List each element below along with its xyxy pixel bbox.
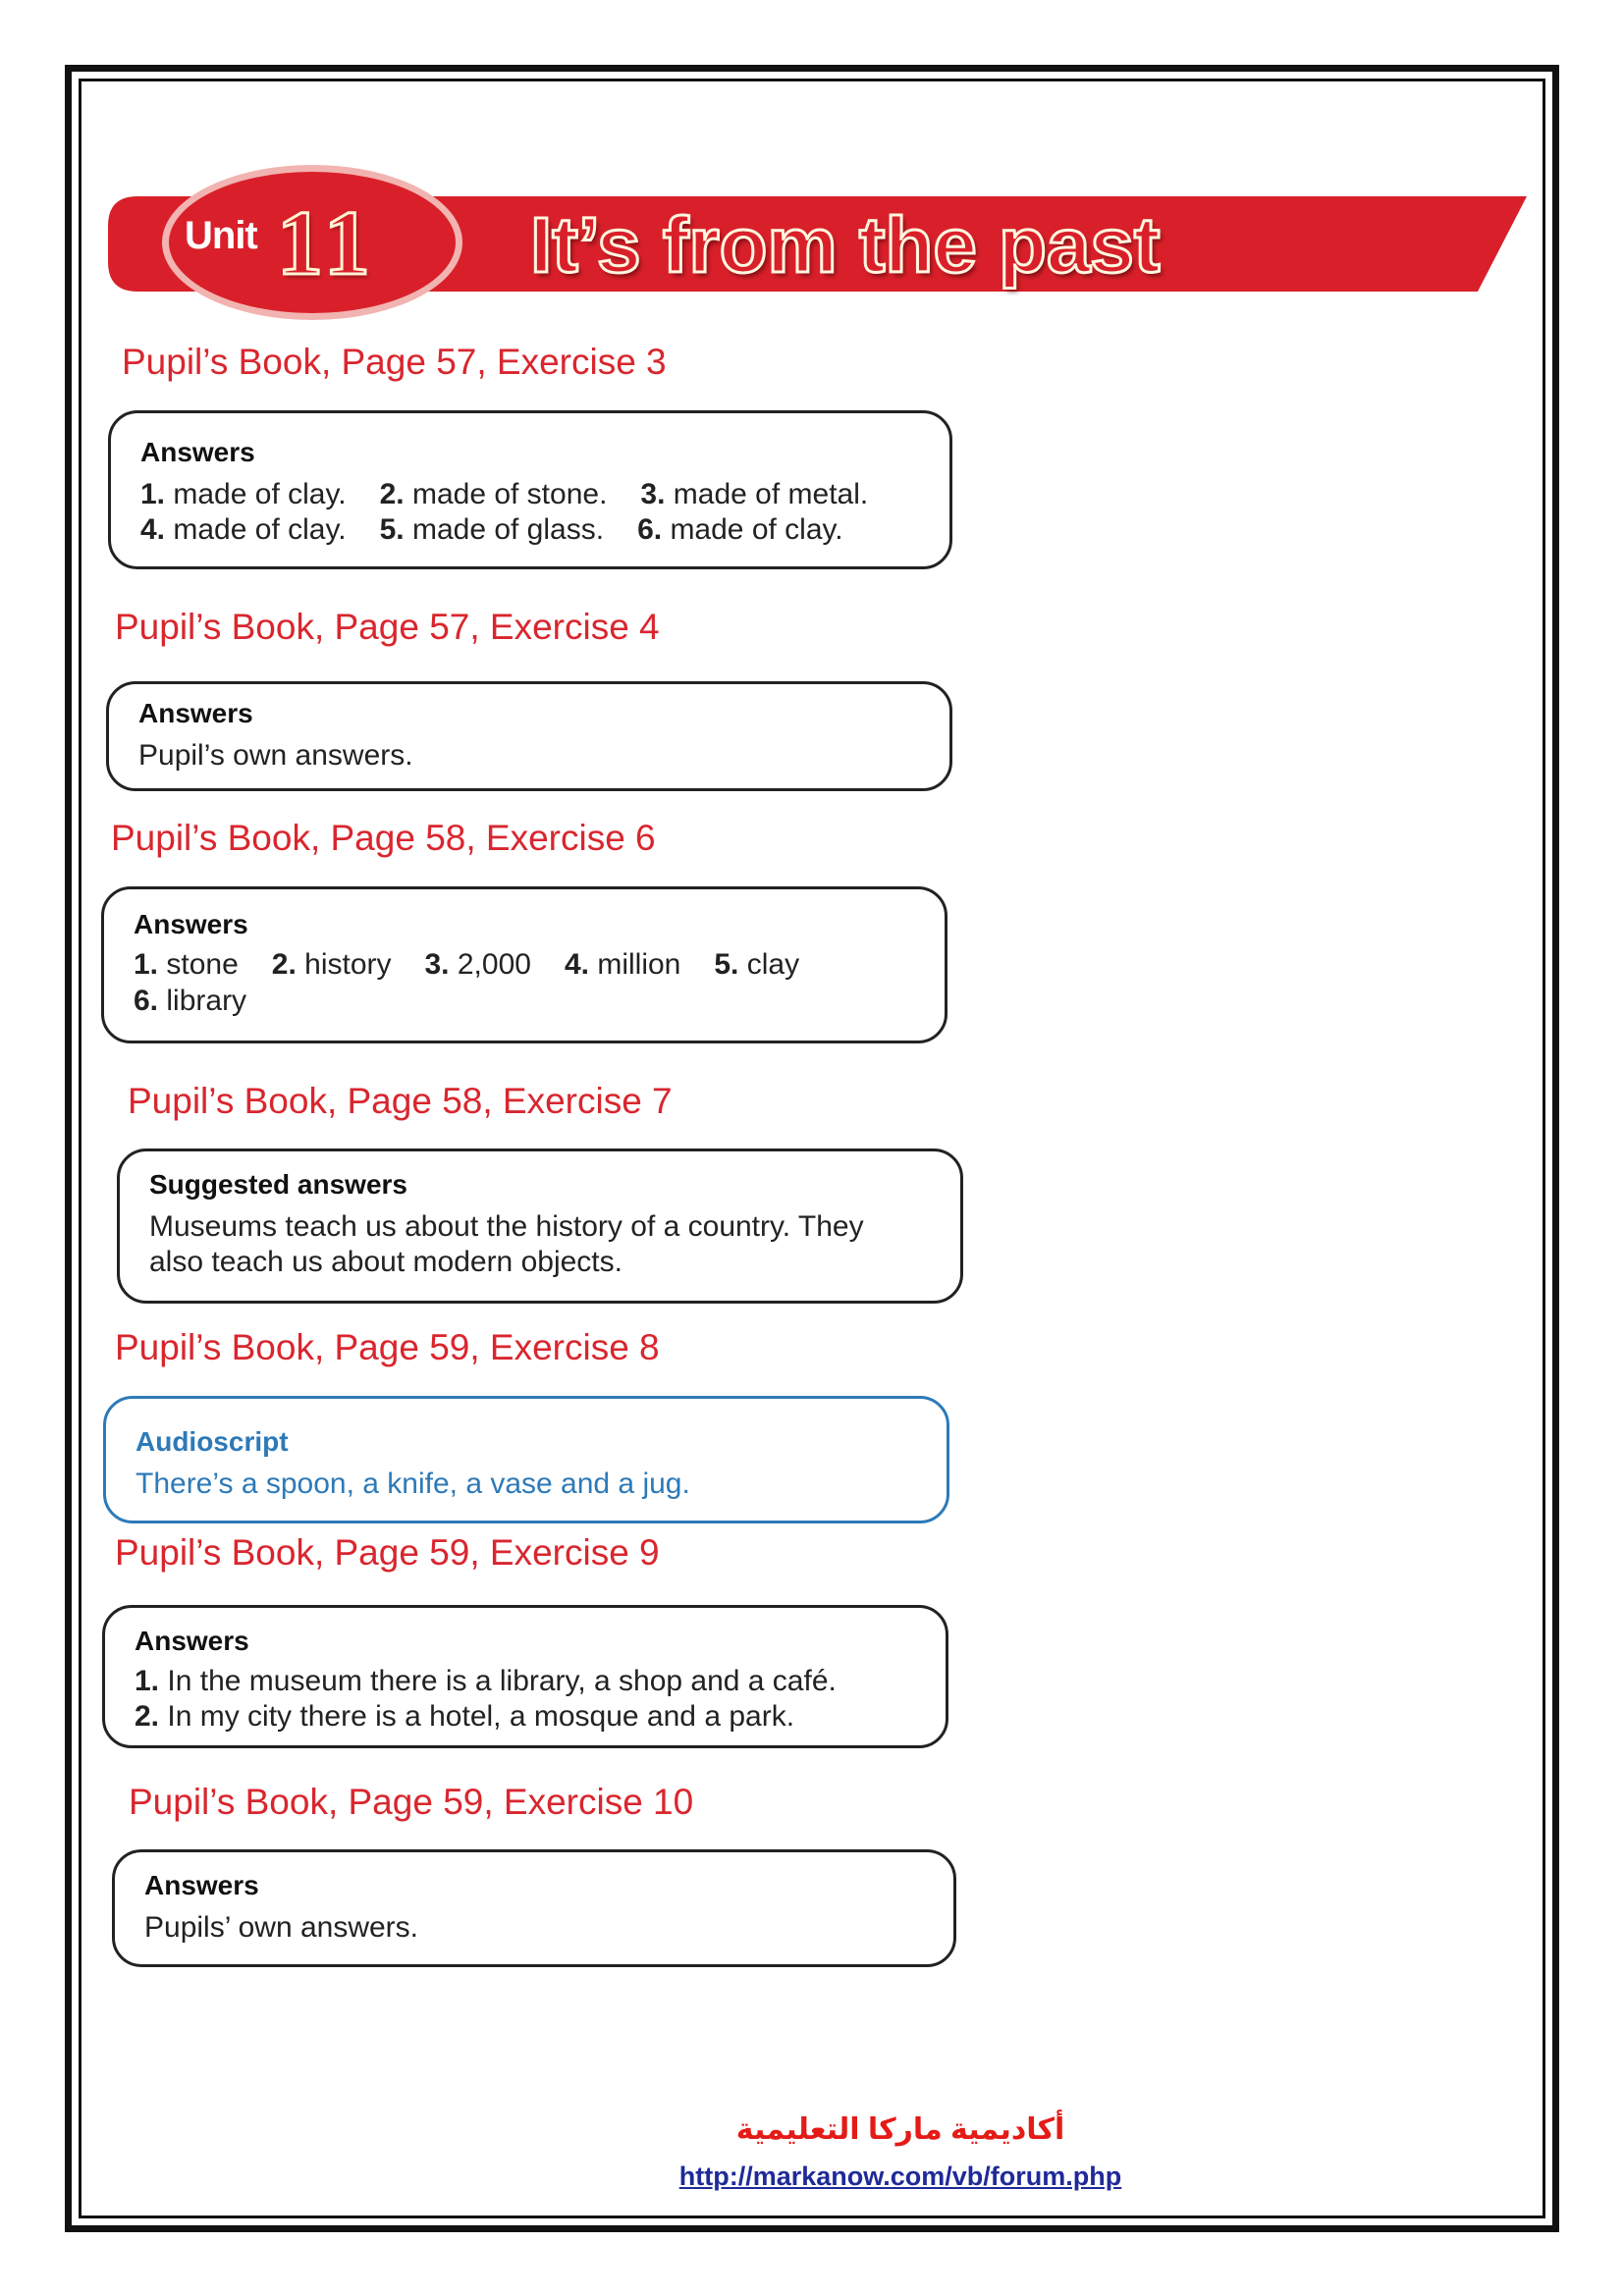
section-heading: Pupil’s Book, Page 59, Exercise 10 xyxy=(129,1782,694,1822)
answer-text: Pupil’s own answers. xyxy=(138,739,413,772)
answer-item: 1. stone xyxy=(134,948,239,981)
answer-line xyxy=(135,1700,828,1734)
answer-item: 4. million xyxy=(564,948,681,981)
section-heading: Pupil’s Book, Page 58, Exercise 6 xyxy=(111,818,656,858)
answer-item: 2. In my city there is a hotel, a mosque and a park. xyxy=(135,1700,795,1733)
section-heading: Pupil’s Book, Page 59, Exercise 9 xyxy=(115,1532,660,1573)
answer-box xyxy=(101,886,947,1043)
answer-line xyxy=(135,1665,870,1698)
answer-box xyxy=(112,1849,956,1967)
section-heading: Pupil’s Book, Page 57, Exercise 3 xyxy=(122,342,667,382)
box-title: Answers xyxy=(135,1626,249,1656)
box-title: Answers xyxy=(140,437,255,467)
answer-line xyxy=(134,985,280,1018)
answer-item: 6. library xyxy=(134,985,247,1017)
answer-item: 5. clay xyxy=(714,948,800,981)
answer-box xyxy=(108,410,952,569)
audioscript-text: There’s a spoon, a knife, a vase and a jug. xyxy=(135,1468,690,1500)
box-title: Audioscript xyxy=(135,1426,289,1457)
box-title: Answers xyxy=(138,698,253,728)
footer-link[interactable]: http://markanow.com/vb/forum.php xyxy=(678,2162,1122,2191)
answer-item: 5. made of glass. xyxy=(379,513,605,546)
answer-item: 1. In the museum there is a library, a shop and a café. xyxy=(135,1665,837,1697)
box-title: Answers xyxy=(144,1870,259,1900)
answer-item: 2. history xyxy=(271,948,392,981)
footer-academy-name: أكاديمية ماركا التعليمية xyxy=(735,2113,1065,2146)
section-heading: Pupil’s Book, Page 57, Exercise 4 xyxy=(115,607,660,647)
answer-item: 4. made of clay. xyxy=(140,513,347,546)
section-heading: Pupil’s Book, Page 58, Exercise 7 xyxy=(128,1081,673,1121)
unit-number: 11 xyxy=(277,192,376,294)
answer-item: 1. made of clay. xyxy=(140,478,347,510)
answer-item: 3. made of metal. xyxy=(640,478,869,510)
section-heading: Pupil’s Book, Page 59, Exercise 8 xyxy=(115,1327,660,1367)
answer-box xyxy=(117,1148,963,1304)
answer-item: 3. 2,000 xyxy=(424,948,531,981)
answer-line xyxy=(134,948,833,982)
unit-banner xyxy=(108,192,1527,294)
box-title: Answers xyxy=(134,909,248,939)
answer-box xyxy=(106,681,952,791)
answer-box xyxy=(102,1605,948,1748)
unit-label: Unit xyxy=(185,214,257,257)
answer-text-line: Museums teach us about the history of a country. They xyxy=(149,1210,864,1243)
answer-text-line: also teach us about modern objects. xyxy=(149,1246,623,1278)
answer-item: 6. made of clay. xyxy=(637,513,843,546)
answer-line xyxy=(140,478,901,511)
box-title: Suggested answers xyxy=(149,1169,407,1200)
answer-line xyxy=(140,513,877,547)
audioscript-box xyxy=(103,1396,949,1523)
unit-title: It’s from the past xyxy=(530,201,1161,289)
answer-item: 2. made of stone. xyxy=(379,478,608,510)
answer-text: Pupils’ own answers. xyxy=(144,1911,419,1944)
